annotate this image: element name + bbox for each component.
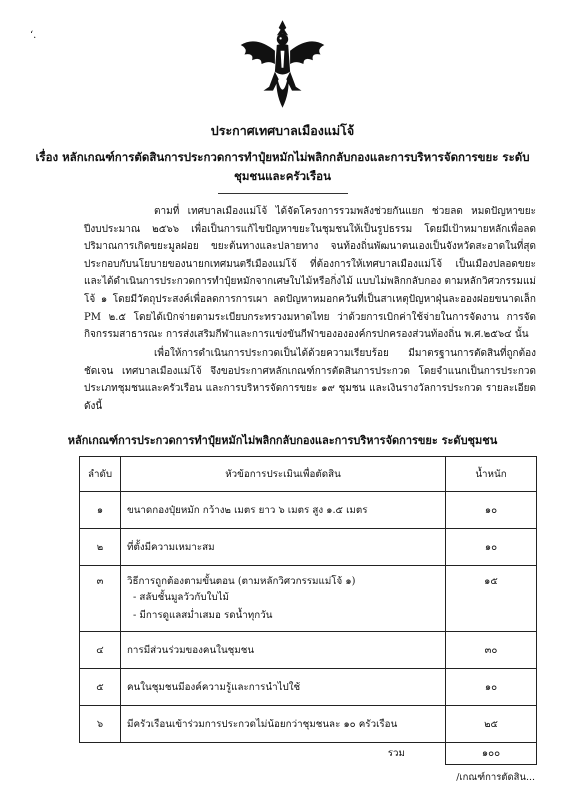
row-subitem: - สลับชั้นมูลวัวกับใบไม้	[133, 592, 229, 603]
divider	[218, 193, 348, 194]
total-label: รวม	[387, 748, 405, 759]
table-total-row	[80, 743, 537, 765]
table-row	[80, 492, 537, 529]
row-subitem: - มีการดูแลสม่ำเสมอ รดน้ำทุกวัน	[133, 610, 273, 621]
row-no: ๓	[80, 566, 121, 632]
row-weight: ๒๕	[446, 706, 537, 743]
row-no: ๔	[80, 632, 121, 669]
subject-line: เรื่อง หลักเกณฑ์การตัดสินการประกวดการทำปุ๋ยหมักไม่พลิกกลับกองและการบริหารจัดการขยะ ระดับชุมชนและครัวเรือน	[35, 150, 530, 183]
row-topic: การมีส่วนร่วมของคนในชุมชน	[121, 632, 446, 669]
paragraph-2: เพื่อให้การดำเนินการประกวดเป็นได้ด้วยความเรียบร้อย มีมาตรฐานการตัดสินที่ถูกต้อง ชัดเจน เทศบาลเมืองแม่โจ้ จึงขอประกาศหลักเกณฑ์การตัดสินการประกวด โดยจำแนกเป็นการประกวดประเภทชุมชนและครัวเรือน และการบริหารจัดการขยะ ๑๙ ชุมชน และเงินรางวัลการประกวด รายละเอียดดังนี้	[84, 348, 536, 412]
row-topic: ขนาดกองปุ๋ยหมัก กว้าง๒ เมตร ยาว ๖ เมตร สูง ๑.๕ เมตร	[121, 492, 446, 529]
row-no: ๕	[80, 669, 121, 706]
row-no: ๑	[80, 492, 121, 529]
table-row	[80, 529, 537, 566]
garuda-emblem	[235, 16, 330, 112]
header-topic: หัวข้อการประเมินเพื่อตัดสิน	[121, 457, 446, 492]
table-row	[80, 706, 537, 743]
row-no: ๖	[80, 706, 121, 743]
continued-note: /เกณฑ์การตัดสิน...	[456, 772, 535, 783]
page-title: ประกาศเทศบาลเมืองแม่โจ้	[210, 123, 355, 138]
table-title: หลักเกณฑ์การประกวดการทำปุ๋ยหมักไม่พลิกกลับกองและการบริหารจัดการขยะ ระดับชุมชน	[67, 434, 498, 447]
row-topic: คนในชุมชนมีองค์ความรู้และการนำไปใช้	[121, 669, 446, 706]
row-topic: วิธีการถูกต้องตามขั้นตอน (ตามหลักวิศวกรรมแม่โจ้ ๑)	[127, 576, 356, 587]
criteria-table	[79, 456, 537, 765]
row-weight: ๑๐	[446, 492, 537, 529]
row-weight: ๑๐	[446, 669, 537, 706]
row-topic: ที่ตั้งมีความเหมาะสม	[121, 529, 446, 566]
header-weight: น้ำหนัก	[446, 457, 537, 492]
row-topic-cell	[121, 566, 446, 632]
table-row	[80, 669, 537, 706]
row-no: ๒	[80, 529, 121, 566]
table-header-row	[80, 457, 537, 492]
total-value: ๑๐๐	[446, 743, 537, 765]
paragraph-1: ตามที่ เทศบาลเมืองแม่โจ้ ได้จัดโครงการรวมพลังช่วยกันแยก ช่วยลด หมดปัญหาขยะ ปีงบประมาณ ๒๕๖๖ เพื่อเป็นการแก้ไขปัญหาขยะในชุมชนให้เป็นรูปธรรม โดยมีเป้าหมายหลักเพื่อลดปริมาณการเกิดขยะมูลฝอย ขยะต้นทางและปลายทาง จนท้องถิ่นพัฒนาตนเองเป็นจังหวัดสะอาดในที่สุด ประกอบกับนโยบายของนายกเทศมนตรีเมืองแม่โจ้ ที่ต้องการให้เทศบาลเมืองแม่โจ้ เป็นเมืองปลอดขยะ และได้ดำเนินการประกวดการทำปุ๋ยหมักจากเศษใบไม้หรือกิ่งไม้ แบบไม่พลิกกลับกอง ตามหลักวิศวกรรมแม่โจ้ ๑ โดยมีวัตถุประสงค์เพื่อลดการการเผา ลดปัญหาหมอกควันที่เป็นสาเหตุปัญหาฝุ่นละอองฝอยขนาดเล็ก PM ๒.๕ โดยได้เบิกจ่ายตามระเบียบกระทรวงมหาดไทย ว่าด้วยการเบิกค่าใช้จ่ายในการจัดงาน การจัดกิจกรรมสาธารณะ การส่งเสริมกีฬาและการแข่งขันกีฬาของององค์กรปกครองส่วนท้องถิ่น พ.ศ.๒๕๖๔ นั้น	[84, 206, 536, 341]
row-weight: ๑๕	[446, 566, 537, 632]
table-row	[80, 566, 537, 632]
row-weight: ๑๐	[446, 529, 537, 566]
header-no: ลำดับ	[80, 457, 121, 492]
corner-mark: ‘.	[30, 30, 37, 41]
row-topic: มีครัวเรือนเข้าร่วมการประกวดไม่น้อยกว่าชุมชนละ ๑๐ ครัวเรือน	[121, 706, 446, 743]
table-row	[80, 632, 537, 669]
row-weight: ๓๐	[446, 632, 537, 669]
